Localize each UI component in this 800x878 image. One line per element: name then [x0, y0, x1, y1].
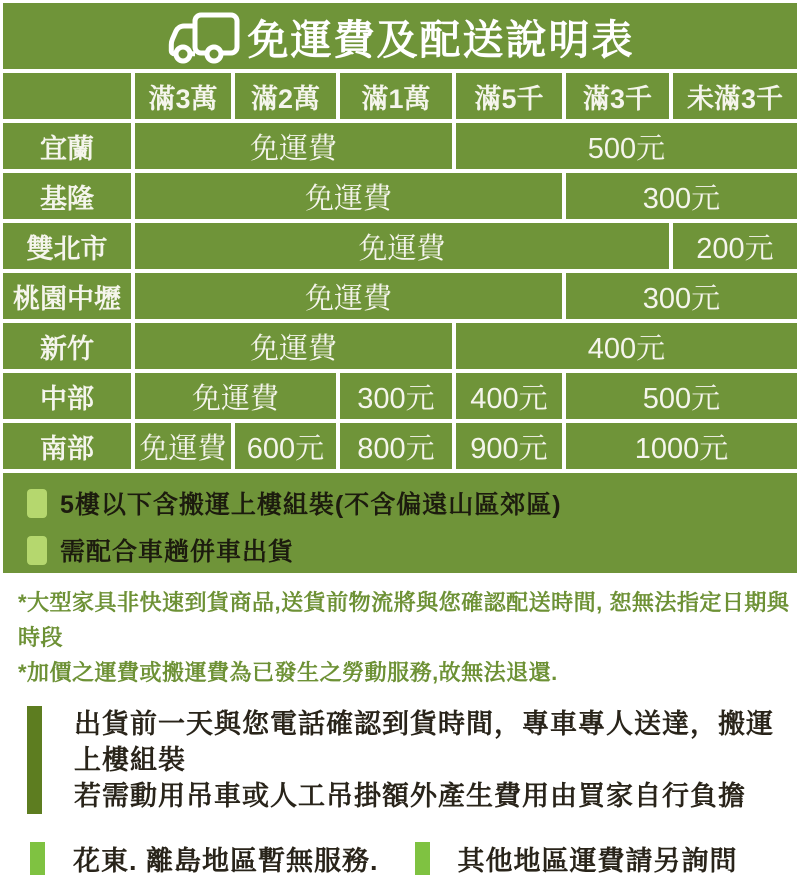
lower-section — [0, 585, 800, 878]
row-label: 中部 — [3, 371, 133, 421]
fee-cell: 1000元 — [564, 421, 797, 471]
row-label: 新竹 — [3, 321, 133, 371]
table-row — [3, 421, 797, 471]
square-bullet-icon — [27, 489, 47, 518]
green-bullet-icon — [30, 842, 45, 875]
green-notes — [3, 473, 797, 568]
fee-cell: 600元 — [233, 421, 338, 471]
fee-cell: 免運費 — [133, 221, 671, 271]
delivery-line: 若需動用吊車或人工吊掛額外產生費用由買家自行負擔 — [74, 781, 746, 811]
table-header-row — [3, 71, 797, 121]
fee-cell: 免運費 — [133, 121, 454, 171]
table-row — [3, 221, 797, 271]
bottom-note-text: 其他地區運費請另詢問 — [457, 846, 738, 876]
fine-print-line: *加價之運費或搬運費為已發生之勞動服務,故無法退還. — [18, 660, 558, 685]
fee-cell: 300元 — [338, 371, 454, 421]
row-label: 宜蘭 — [3, 121, 133, 171]
fee-cell: 300元 — [564, 171, 797, 221]
note-text: 5樓以下含搬運上樓組裝(不含偏遠山區郊區) — [60, 491, 562, 519]
fee-cell: 免運費 — [133, 171, 564, 221]
bottom-notes — [0, 839, 800, 878]
header-cell: 未滿3千 — [671, 71, 797, 121]
header-cell: 滿3萬 — [133, 71, 233, 121]
fee-cell: 800元 — [338, 421, 454, 471]
fine-print — [0, 585, 800, 690]
header-cell: 滿1萬 — [338, 71, 454, 121]
header-cell: 滿2萬 — [233, 71, 338, 121]
green-bullet-icon — [415, 842, 430, 875]
square-bullet-icon — [27, 536, 47, 565]
fee-cell: 500元 — [564, 371, 797, 421]
table-row — [3, 121, 797, 171]
fee-cell: 400元 — [454, 321, 797, 371]
row-label: 南部 — [3, 421, 133, 471]
table-row — [3, 271, 797, 321]
fee-cell: 免運費 — [133, 421, 233, 471]
note-line — [27, 532, 797, 568]
bar-bullet-icon — [27, 706, 42, 814]
header-cell: 滿3千 — [564, 71, 671, 121]
delivery-note — [0, 706, 800, 814]
fee-cell: 900元 — [454, 421, 564, 471]
fee-cell: 400元 — [454, 371, 564, 421]
shipping-info-panel — [3, 3, 797, 573]
row-label: 桃園中壢 — [3, 271, 133, 321]
note-text: 需配合車趟併車出貨 — [60, 538, 295, 566]
table-row — [3, 171, 797, 221]
page-title: 免運費及配送說明表 — [247, 16, 635, 63]
header-cell: 滿5千 — [454, 71, 564, 121]
fee-cell: 免運費 — [133, 321, 454, 371]
title-bar — [3, 3, 797, 69]
bottom-note — [415, 839, 738, 878]
delivery-note-text — [74, 706, 800, 814]
shipping-fee-table — [3, 69, 797, 473]
header-cell-empty — [3, 71, 133, 121]
row-label: 雙北市 — [3, 221, 133, 271]
fee-cell: 免運費 — [133, 371, 338, 421]
fee-cell: 500元 — [454, 121, 797, 171]
fee-cell: 200元 — [671, 221, 797, 271]
bottom-note — [30, 839, 379, 878]
table-row — [3, 321, 797, 371]
table-row — [3, 371, 797, 421]
row-label: 基隆 — [3, 171, 133, 221]
fine-print-line: *大型家具非快速到貨商品,送貨前物流將與您確認配送時間, 恕無法指定日期與時段 — [18, 590, 790, 650]
delivery-line: 出貨前一天與您電話確認到貨時間，專車專人送達，搬運上樓組裝 — [74, 709, 774, 775]
truck-icon — [166, 6, 244, 66]
fee-cell: 300元 — [564, 271, 797, 321]
bottom-note-text: 花東. 離島地區暫無服務. — [73, 846, 379, 876]
note-line — [27, 485, 797, 521]
fee-cell: 免運費 — [133, 271, 564, 321]
